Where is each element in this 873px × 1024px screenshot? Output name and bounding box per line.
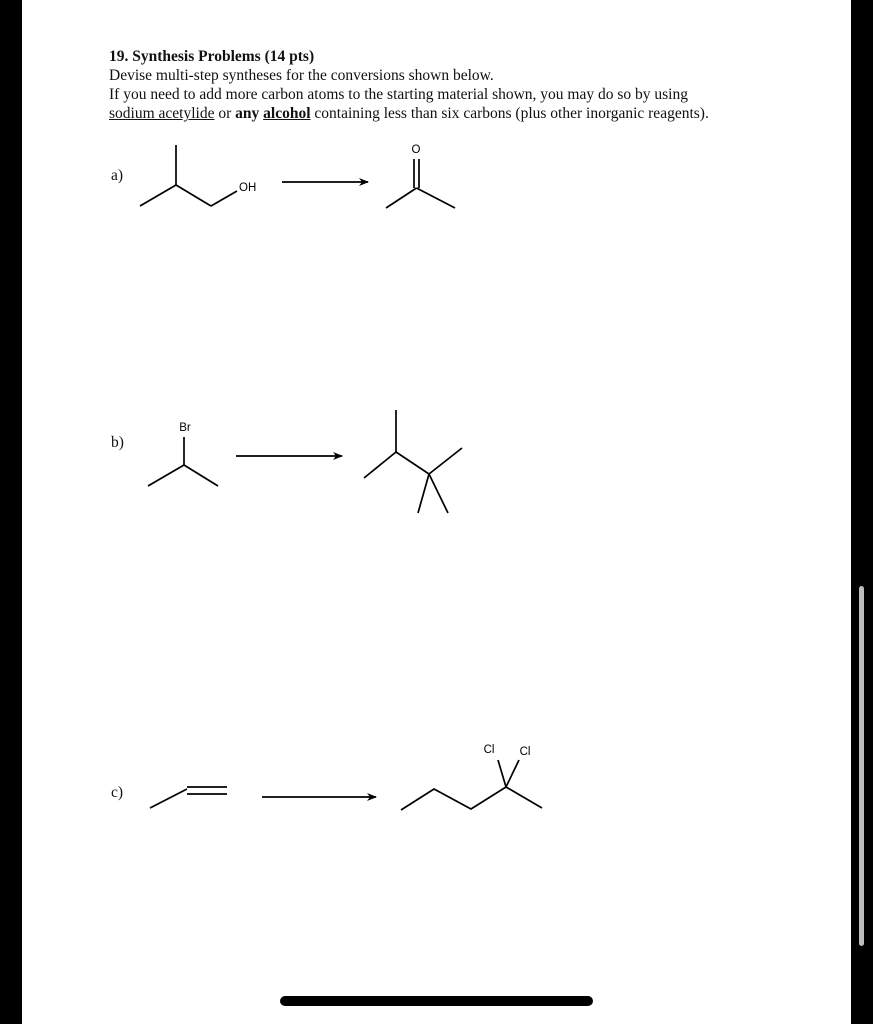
any-text: any [235,105,260,122]
bromine-label: Br [179,422,191,434]
problem-c-product [401,744,542,810]
reaction-schemes [22,0,851,1024]
problem-c-label: c) [111,784,124,801]
instructions-line-2: If you need to add more carbon atoms to the starting material shown, you may do so by using [109,86,688,103]
chlorine-label-1: Cl [483,744,495,756]
instructions-line-3: sodium acetylide or any alcohol containing less than six carbons (plus other inorganic reagents). [109,105,709,122]
problem-b-product [364,410,462,513]
instructions-line-1: Devise multi-step syntheses for the conversions shown below. [109,67,494,84]
carbonyl-oxygen-label: O [411,144,421,156]
problem-a-product [386,144,455,208]
hydroxyl-label: OH [239,182,257,194]
vertical-scrollbar[interactable] [859,586,864,946]
problem-b-starting-material [148,422,218,486]
problem-c-starting-material [150,787,227,808]
problem-b-label: b) [111,434,124,451]
problem-a-label: a) [111,167,124,184]
problem-a-starting-material [140,145,256,206]
worksheet-page [22,0,851,1024]
problem-title: 19. Synthesis Problems (14 pts) [109,48,315,65]
sodium-acetylide-text: sodium acetylide [109,105,215,122]
alcohol-text: alcohol [263,105,311,122]
home-indicator[interactable] [280,996,593,1006]
chlorine-label-2: Cl [519,746,531,758]
